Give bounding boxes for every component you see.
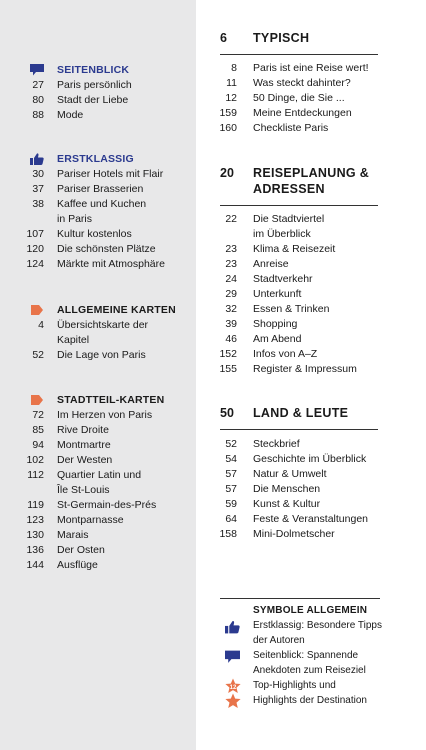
legend-item: Erstklassig: Besondere Tipps der Autoren	[220, 618, 380, 648]
chapter-number: 20	[220, 166, 234, 180]
section-title: SEITENBLICK	[57, 64, 130, 76]
list-item: 112 Quartier Latin und	[27, 469, 142, 481]
list-item: 160 Checkliste Paris	[219, 122, 329, 134]
list-item: 158 Mini-Dolmetscher	[219, 528, 335, 540]
list-item: 85 Rive Droite	[32, 424, 109, 436]
list-item: 24 Stadtverkehr	[225, 273, 313, 285]
list-item: 72 Im Herzen von Paris	[32, 409, 153, 421]
chapter-reiseplanung	[219, 165, 380, 375]
list-item: Île St-Louis	[57, 484, 110, 496]
section-allgemeine-karten	[0, 302, 196, 363]
speech-bubble-icon	[30, 64, 44, 76]
legend-title: SYMBOLE ALLGEMEIN	[253, 605, 368, 616]
list-item: 57 Natur & Umwelt	[225, 468, 327, 480]
thumbs-up-icon	[225, 620, 240, 634]
section-title: ALLGEMEINE KARTEN	[57, 304, 176, 316]
chapter-land-leute	[219, 405, 380, 540]
list-item: 88 Mode	[32, 109, 84, 121]
section-title: STADTTEIL-KARTEN	[57, 394, 165, 406]
list-item: 94 Montmartre	[32, 439, 111, 451]
divider	[220, 429, 378, 430]
list-item: 159 Meine Entdeckungen	[219, 107, 352, 119]
list-item: 64 Feste & Veranstaltungen	[225, 513, 368, 525]
list-item: 152 Infos von A–Z	[219, 348, 318, 360]
list-item: 52 Die Lage von Paris	[32, 349, 146, 361]
list-item: Kapitel	[57, 334, 90, 346]
star-number-label: 12	[229, 685, 237, 691]
list-item: in Paris	[57, 213, 93, 225]
list-item: 119 St-Germain-des-Prés	[27, 499, 157, 511]
list-item: 57 Die Menschen	[225, 483, 321, 495]
section-stadtteil-karten	[0, 392, 196, 573]
list-item: 27 Paris persönlich	[32, 79, 132, 91]
list-item: 54 Geschichte im Überblick	[225, 453, 367, 465]
list-item: 37 Pariser Brasserien	[32, 183, 144, 195]
legend-item: Highlights der Destination	[220, 693, 380, 708]
list-item: 39 Shopping	[225, 318, 298, 330]
list-item: 102 Der Westen	[26, 454, 113, 466]
star-icon	[225, 693, 241, 709]
legend-item: 12 Top-Highlights und	[220, 678, 380, 693]
list-item: 144 Ausflüge	[26, 559, 98, 571]
list-item: 136 Der Osten	[26, 544, 105, 556]
list-item: 52 Steckbrief	[225, 438, 300, 450]
map-tag-icon	[30, 304, 44, 316]
map-tag-icon	[30, 394, 44, 406]
list-item: 30 Pariser Hotels mit Flair	[32, 168, 164, 180]
list-item: 23 Klima & Reisezeit	[225, 243, 336, 255]
chapter-title: LAND & LEUTE	[253, 406, 349, 420]
section-title: ERSTKLASSIG	[57, 153, 134, 165]
thumbs-up-icon	[30, 153, 44, 165]
list-item: 22 Die Stadtviertel	[225, 213, 325, 225]
list-item: 12 50 Dinge, die Sie ...	[225, 92, 345, 104]
list-item: 8 Paris ist eine Reise wert!	[231, 62, 369, 74]
list-item: 23 Anreise	[225, 258, 289, 270]
chapter-title: ADRESSEN	[253, 182, 325, 196]
list-item: 124 Märkte mit Atmosphäre	[26, 258, 165, 270]
list-item: im Überblick	[253, 228, 311, 240]
list-item: 4 Übersichtskarte der	[38, 319, 149, 331]
list-item: 59 Kunst & Kultur	[225, 498, 321, 510]
list-item: 29 Unterkunft	[225, 288, 302, 300]
section-seitenblick	[0, 62, 196, 123]
chapter-title: TYPISCH	[253, 31, 310, 45]
chapter-number: 50	[220, 406, 234, 420]
list-item: 107 Kultur kostenlos	[26, 228, 132, 240]
speech-bubble-icon	[225, 650, 240, 664]
symbol-legend	[220, 598, 380, 708]
chapter-typisch	[219, 30, 380, 134]
star-number-icon	[225, 678, 241, 694]
list-item: 120 Die schönsten Plätze	[26, 243, 156, 255]
list-item: 155 Register & Impressum	[219, 363, 357, 375]
list-item: 11 Was steckt dahinter?	[226, 77, 351, 89]
list-item: 130 Marais	[26, 529, 89, 541]
section-erstklassig	[0, 151, 196, 272]
legend-item: Seitenblick: Spannende Anekdoten zum Reiseziel	[220, 648, 380, 678]
chapter-title: REISEPLANUNG &	[253, 166, 370, 180]
list-item: 38 Kaffee und Kuchen	[32, 198, 147, 210]
list-item: 123 Montparnasse	[26, 514, 124, 526]
list-item: 80 Stadt der Liebe	[32, 94, 129, 106]
divider	[220, 54, 378, 55]
list-item: 32 Essen & Trinken	[225, 303, 330, 315]
list-item: 46 Am Abend	[225, 333, 302, 345]
divider	[220, 205, 378, 206]
chapter-number: 6	[220, 31, 227, 45]
